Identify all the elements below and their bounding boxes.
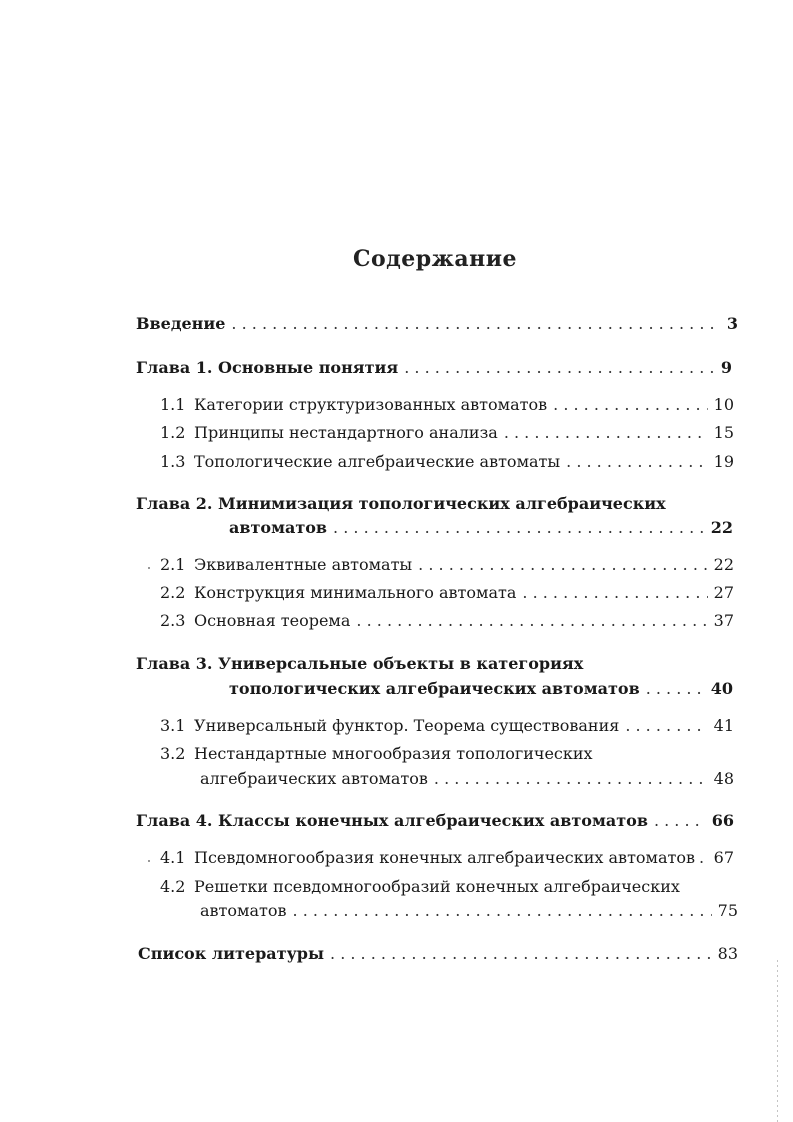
toc-entry-label: Эквивалентные автоматы	[194, 555, 413, 574]
toc-entry-label: Глава 4. Классы конечных алгебраических автоматов	[136, 811, 648, 830]
toc-entry-page: 40	[710, 679, 733, 698]
toc-entry-label: автоматов	[229, 518, 328, 537]
toc-entry-section-2-1[interactable]	[160, 555, 734, 575]
section-number: 3.1	[160, 716, 186, 735]
leader-dots	[333, 518, 705, 538]
section-number: 2.3	[160, 611, 186, 630]
leader-dots	[553, 395, 708, 415]
toc-entry-label: автоматов	[200, 901, 287, 920]
toc-entry-section-2-2[interactable]	[160, 583, 734, 603]
section-number: 1.3	[160, 452, 186, 471]
toc-entry-chapter-1[interactable]	[136, 358, 732, 378]
toc-title: Содержание	[352, 246, 518, 272]
leader-dots	[566, 452, 708, 472]
toc-entry-page: 41	[713, 716, 734, 735]
toc-entry-page: 9	[720, 358, 732, 377]
toc-entry-label: Псевдомногообразия конечных алгебраических автоматов	[194, 848, 696, 867]
section-number: 1.2	[160, 423, 186, 442]
toc-entry-label: Глава 1. Основные понятия	[136, 358, 399, 377]
toc-entry-section-1-3[interactable]	[160, 452, 734, 472]
toc-entry-section-3-2[interactable]	[200, 769, 734, 789]
toc-entry-chapter-2-line1[interactable]: Глава 2. Минимизация топологических алгебраических	[136, 494, 666, 513]
toc-entry-page: 27	[713, 583, 734, 602]
toc-entry-chapter-2[interactable]	[229, 518, 733, 538]
toc-entry-chapter-4[interactable]	[136, 811, 734, 831]
leader-dots	[356, 611, 707, 631]
toc-entry-page: 15	[713, 423, 734, 442]
section-number: 4.2	[160, 877, 186, 896]
toc-entry-page: 83	[717, 944, 738, 963]
toc-entry-label: Универсальный функтор. Теорема существования	[194, 716, 620, 735]
section-number: 1.1	[160, 395, 186, 414]
toc-entry-chapter-3-line1[interactable]: Глава 3. Универсальные объекты в категориях	[136, 654, 584, 673]
toc-entry-label: Список литературы	[138, 944, 325, 963]
scan-speck	[148, 567, 150, 569]
toc-entry-chapter-3[interactable]	[229, 679, 733, 699]
leader-dots	[434, 769, 708, 789]
leader-dots	[330, 944, 712, 964]
toc-entry-section-2-3[interactable]	[160, 611, 734, 631]
toc-entry-section-3-2-line1[interactable]	[160, 744, 593, 764]
section-number: 2.2	[160, 583, 186, 602]
scan-speck	[148, 860, 150, 862]
leader-dots	[504, 423, 708, 443]
toc-entry-page: 48	[713, 769, 734, 788]
toc-entry-section-1-1[interactable]	[160, 395, 734, 415]
leader-dots	[654, 811, 706, 831]
toc-entry-page: 22	[713, 555, 734, 574]
toc-entry-page: 22	[710, 518, 733, 537]
toc-entry-page: 66	[711, 811, 734, 830]
leader-dots	[646, 679, 705, 699]
toc-entry-label: Основная теорема	[194, 611, 351, 630]
toc-entry-page: 37	[713, 611, 734, 630]
leader-dots	[625, 716, 707, 736]
toc-entry-label: Принципы нестандартного анализа	[194, 423, 498, 442]
toc-entry-bibliography[interactable]	[138, 944, 738, 964]
toc-entry-page: 75	[717, 901, 738, 920]
toc-entry-label: Введение	[136, 314, 226, 333]
toc-entry-section-4-2[interactable]	[200, 901, 738, 921]
toc-entry-section-4-2-line1[interactable]	[160, 877, 680, 897]
toc-entry-page: 67	[713, 848, 734, 867]
section-number: 2.1	[160, 555, 186, 574]
toc-entry-label: топологических алгебраических автоматов	[229, 679, 640, 698]
toc-entry-label-line1: Решетки псевдомногообразий конечных алгебраических	[194, 877, 680, 896]
section-number: 4.1	[160, 848, 186, 867]
toc-entry-label: алгебраических автоматов	[200, 769, 428, 788]
leader-dots	[293, 901, 712, 921]
toc-entry-section-4-1[interactable]	[160, 848, 734, 868]
toc-entry-label-line1: Нестандартные многообразия топологических	[194, 744, 593, 763]
toc-entry-introduction[interactable]	[136, 314, 738, 334]
leader-dots	[418, 555, 707, 575]
leader-dots	[522, 583, 707, 603]
scan-edge-mark	[777, 960, 778, 1122]
toc-entry-page: 19	[713, 452, 734, 471]
toc-entry-page: 10	[713, 395, 734, 414]
leader-dots	[699, 848, 710, 868]
toc-entry-section-1-2[interactable]	[160, 423, 734, 443]
toc-entry-label: Топологические алгебраические автоматы	[194, 452, 561, 471]
toc-entry-label: Конструкция минимального автомата	[194, 583, 517, 602]
toc-entry-label: Категории структуризованных автоматов	[194, 395, 548, 414]
toc-entry-page: 3	[726, 314, 738, 333]
leader-dots	[231, 314, 720, 334]
toc-entry-section-3-1[interactable]	[160, 716, 734, 736]
leader-dots	[404, 358, 715, 378]
section-number: 3.2	[160, 744, 186, 763]
